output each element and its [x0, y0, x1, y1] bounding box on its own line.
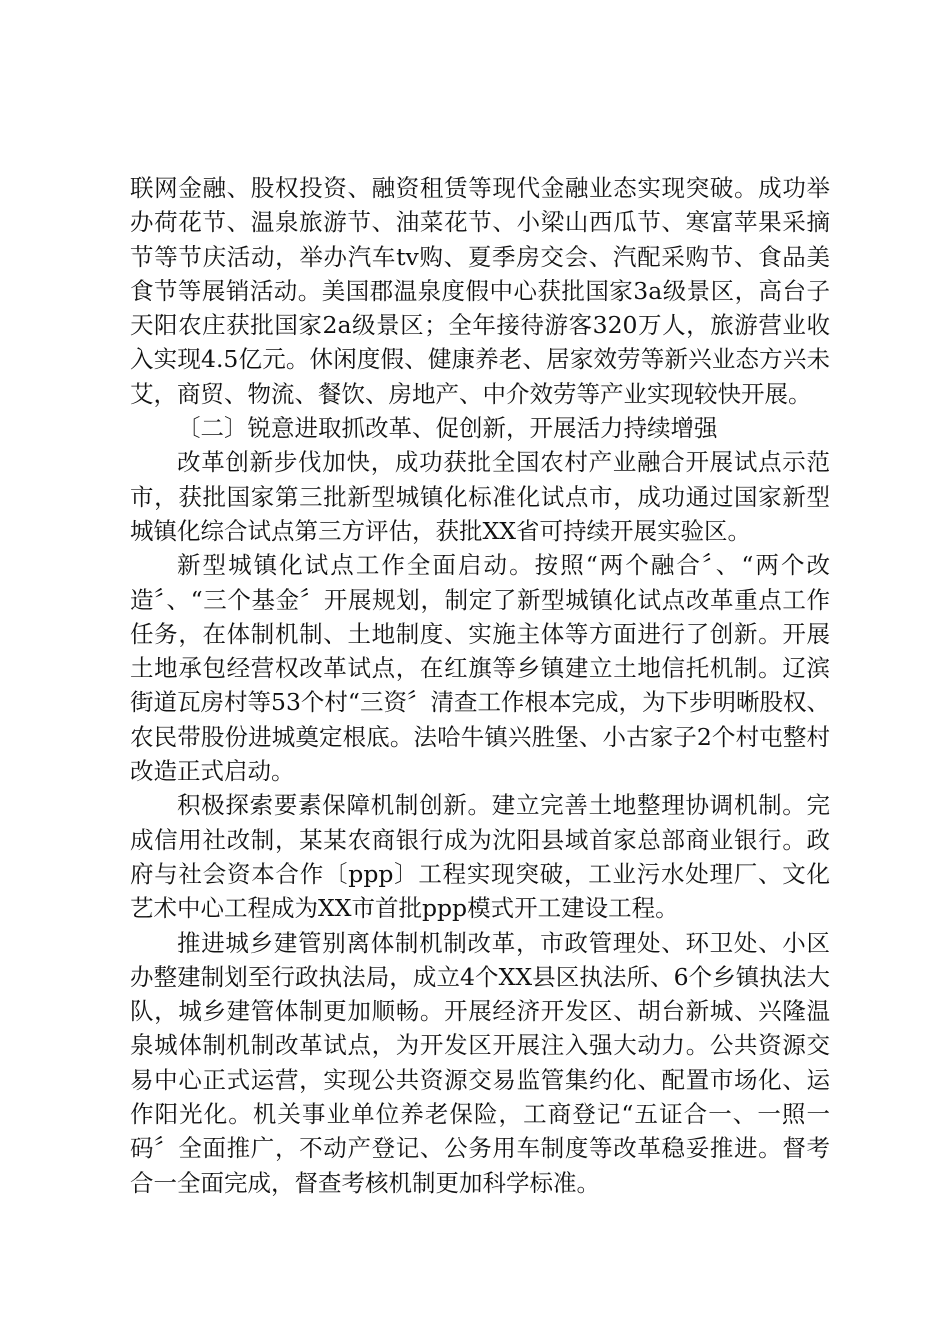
- document-page: [130, 171, 830, 1200]
- paragraph-reform-innovation: 改革创新步伐加快，成功获批全国农村产业融合开展试点示范市，获批国家第三批新型城镇化标准化试点市，成功通过国家新型城镇化综合试点第三方评估，获批XX省可持续开展实验区。: [130, 448, 830, 545]
- section-heading-reform: 〔二〕锐意进取抓改革、促创新，开展活力持续增强: [177, 414, 718, 443]
- paragraph-finance-tourism: 联网金融、股权投资、融资租赁等现代金融业态实现突破。成功举办荷花节、温泉旅游节、油菜花节、小梁山西瓜节、寒富苹果采摘节等节庆活动，举办汽车tv购、夏季房交会、汽配采购节、食品美食节等展销活动。美国郡温泉度假中心获批国家3a级景区，高台子天阳农庄获批国家2a级景区；全年接待游客320万人，旅游营业收入实现4.5亿元。休闲度假、健康养老、居家效劳等新兴业态方兴未艾，商贸、物流、餐饮、房地产、中介效劳等产业实现较快开展。: [130, 174, 830, 408]
- paragraph-urbanization-pilot: 新型城镇化试点工作全面启动。按照“两个融合〞、“两个改造〞、“三个基金〞开展规划，制定了新型城镇化试点改革重点工作任务，在体制机制、土地制度、实施主体等方面进行了创新。开展土地承包经营权改革试点，在红旗等乡镇建立土地信托机制。辽滨街道瓦房村等53个村“三资〞清查工作根本完成，为下步明晰股权、农民带股份进城奠定根底。法哈牛镇兴胜堡、小古家子2个村屯整村改造正式启动。: [130, 551, 830, 786]
- paragraph-factor-guarantee: 积极探索要素保障机制创新。建立完善土地整理协调机制。完成信用社改制，某某农商银行成为沈阳县域首家总部商业银行。政府与社会资本合作〔ppp〕工程实现突破，工业污水处理厂、文化艺术中心工程成为XX市首批ppp模式开工建设工程。: [130, 791, 830, 923]
- paragraph-urban-rural-management: 推进城乡建管别离体制机制改革，市政管理处、环卫处、小区办整建制划至行政执法局，成立4个XX县区执法所、6个乡镇执法大队，城乡建管体制更加顺畅。开展经济开发区、胡台新城、兴隆温泉城体制机制改革试点，为开发区开展注入强大动力。公共资源交易中心正式运营，实现公共资源交易监管集约化、配置市场化、运作阳光化。机关事业单位养老保险，工商登记“五证合一、一照一码〞全面推广，不动产登记、公务用车制度等改革稳妥推进。督考合一全面完成，督查考核机制更加科学标准。: [130, 928, 830, 1197]
